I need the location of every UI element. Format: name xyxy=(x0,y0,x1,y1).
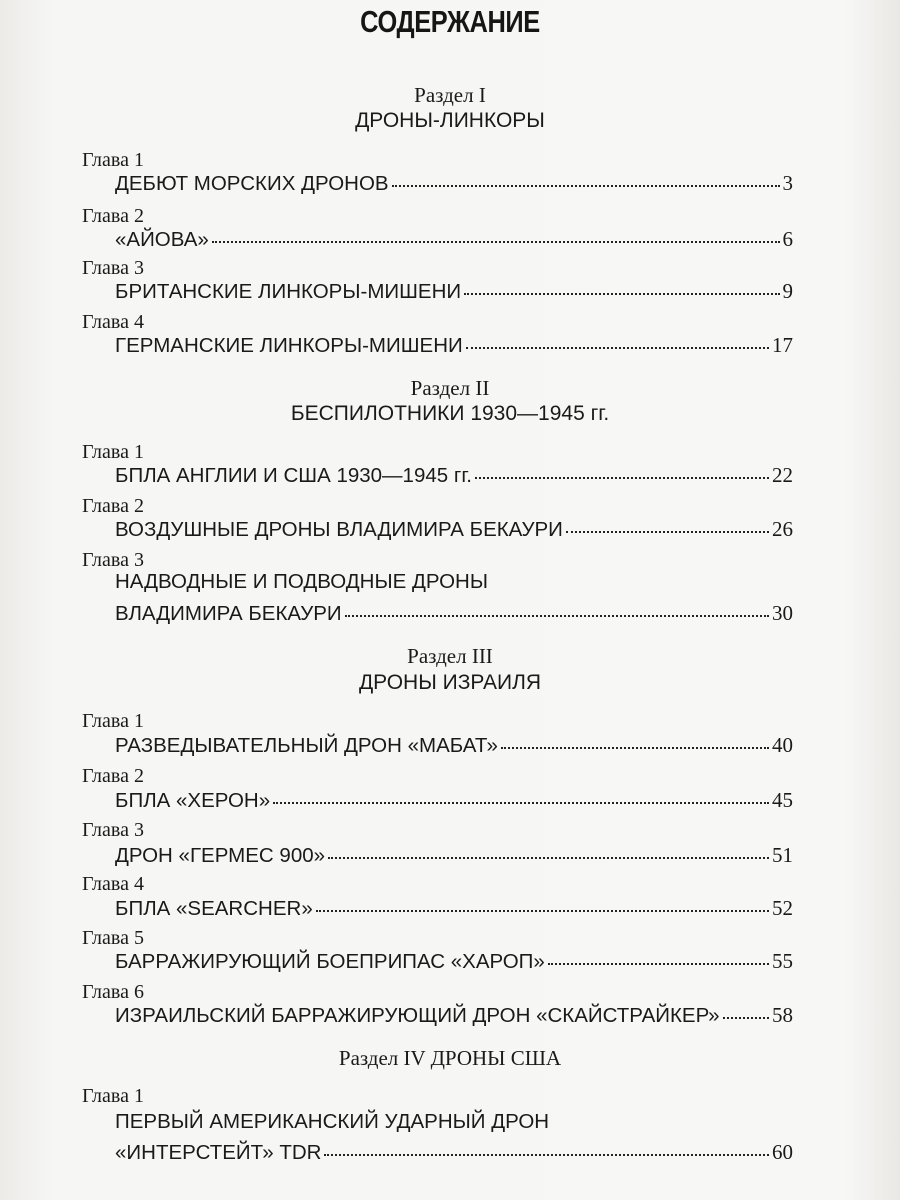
section-label: Раздел II xyxy=(410,376,490,400)
dot-leader xyxy=(212,219,780,243)
page-number: 60 xyxy=(772,1140,793,1164)
chapter-label: Глава 5 xyxy=(82,927,144,949)
chapter-label: Глава 1 xyxy=(82,1085,144,1107)
entry-title: ВЛАДИМИРА БЕКАУРИ xyxy=(115,602,342,625)
entry-title: БРИТАНСКИЕ ЛИНКОРЫ-МИШЕНИ xyxy=(115,280,462,303)
entry-title: БПЛА «ХЕРОН» xyxy=(115,789,271,812)
entry-title: БАРРАЖИРУЮЩИЙ БОЕПРИПАС «ХАРОП» xyxy=(115,950,545,973)
toc-entry xyxy=(115,328,793,360)
page-number: 58 xyxy=(772,1003,793,1027)
page-number: 22 xyxy=(772,463,793,487)
chapter-label: Глава 2 xyxy=(82,765,144,787)
page-number: 26 xyxy=(772,517,793,541)
toc-entry xyxy=(115,596,793,628)
chapter-label: Глава 3 xyxy=(82,257,144,279)
chapter-label: Глава 6 xyxy=(82,981,144,1003)
page-number: 6 xyxy=(782,227,793,251)
dot-leader xyxy=(316,888,769,912)
entry-title: БПЛА АНГЛИИ И США 1930—1945 гг. xyxy=(115,464,472,487)
entry-title: «АЙОВА» xyxy=(115,228,209,251)
dot-leader xyxy=(328,835,769,859)
entry-title: «ИНТЕРСТЕЙТ» TDR xyxy=(115,1141,322,1164)
chapter-label: Глава 1 xyxy=(82,710,144,732)
page-number: 17 xyxy=(772,333,793,357)
toc-entry xyxy=(115,222,793,254)
dot-leader xyxy=(466,325,769,349)
entry-title: БПЛА «SEARCHER» xyxy=(115,897,313,920)
section-label: Раздел IV ДРОНЫ США xyxy=(338,1046,562,1070)
page-number: 45 xyxy=(772,788,793,812)
dot-leader xyxy=(324,1132,769,1156)
page-number: 51 xyxy=(772,843,793,867)
toc-entry xyxy=(115,166,793,198)
chapter-label: Глава 4 xyxy=(82,873,144,895)
section-title: ДРОНЫ ИЗРАИЛЯ xyxy=(358,671,542,694)
chapter-label: Глава 1 xyxy=(82,441,144,463)
entry-title: РАЗВЕДЫВАТЕЛЬНЫЙ ДРОН «МАБАТ» xyxy=(115,734,498,757)
page-number: 3 xyxy=(782,171,793,195)
entry-title: ГЕРМАНСКИЕ ЛИНКОРЫ-МИШЕНИ xyxy=(115,334,463,357)
toc-entry xyxy=(115,838,793,870)
dot-leader xyxy=(273,780,769,804)
page-number: 52 xyxy=(772,896,793,920)
entry-title-line: ПЕРВЫЙ АМЕРИКАНСКИЙ УДАРНЫЙ ДРОН xyxy=(115,1110,550,1133)
chapter-label: Глава 4 xyxy=(82,311,144,333)
dot-leader xyxy=(566,509,769,533)
page-number: 9 xyxy=(782,279,793,303)
chapter-label: Глава 2 xyxy=(82,495,144,517)
section-title: БЕСПИЛОТНИКИ 1930—1945 гг. xyxy=(290,402,610,425)
toc-entry xyxy=(115,944,793,976)
section-label: Раздел III xyxy=(407,644,493,668)
dot-leader xyxy=(464,271,779,295)
dot-leader xyxy=(723,995,769,1019)
entry-title: ДЕБЮТ МОРСКИХ ДРОНОВ xyxy=(115,172,389,195)
section-title: ДРОНЫ-ЛИНКОРЫ xyxy=(355,109,545,132)
toc-entry xyxy=(115,998,793,1030)
toc-entry xyxy=(115,512,793,544)
toc-entry xyxy=(115,891,793,923)
dot-leader xyxy=(475,455,769,479)
dot-leader xyxy=(345,593,769,617)
section-label: Раздел I xyxy=(414,83,486,107)
page-number: 30 xyxy=(772,601,793,625)
toc-entry xyxy=(115,274,793,306)
toc-entry xyxy=(115,783,793,815)
chapter-label: Глава 3 xyxy=(82,549,144,571)
toc-entry xyxy=(115,728,793,760)
page-number: 55 xyxy=(772,949,793,973)
entry-title: ДРОН «ГЕРМЕС 900» xyxy=(115,844,326,867)
page-number: 40 xyxy=(772,733,793,757)
dot-leader xyxy=(501,725,769,749)
dot-leader xyxy=(392,163,780,187)
dot-leader xyxy=(548,941,769,965)
entry-title: ВОЗДУШНЫЕ ДРОНЫ ВЛАДИМИРА БЕКАУРИ xyxy=(115,518,563,541)
chapter-label: Глава 1 xyxy=(82,149,144,171)
chapter-label: Глава 3 xyxy=(82,819,144,841)
entry-title-line: НАДВОДНЫЕ И ПОДВОДНЫЕ ДРОНЫ xyxy=(115,570,488,593)
entry-title: ИЗРАИЛЬСКИЙ БАРРАЖИРУЮЩИЙ ДРОН «СКАЙСТРАЙКЕР» xyxy=(115,1004,720,1027)
toc-entry xyxy=(115,1135,793,1167)
toc-entry xyxy=(115,458,793,490)
page-title: СОДЕРЖАНИЕ xyxy=(360,4,540,39)
chapter-label: Глава 2 xyxy=(82,205,144,227)
